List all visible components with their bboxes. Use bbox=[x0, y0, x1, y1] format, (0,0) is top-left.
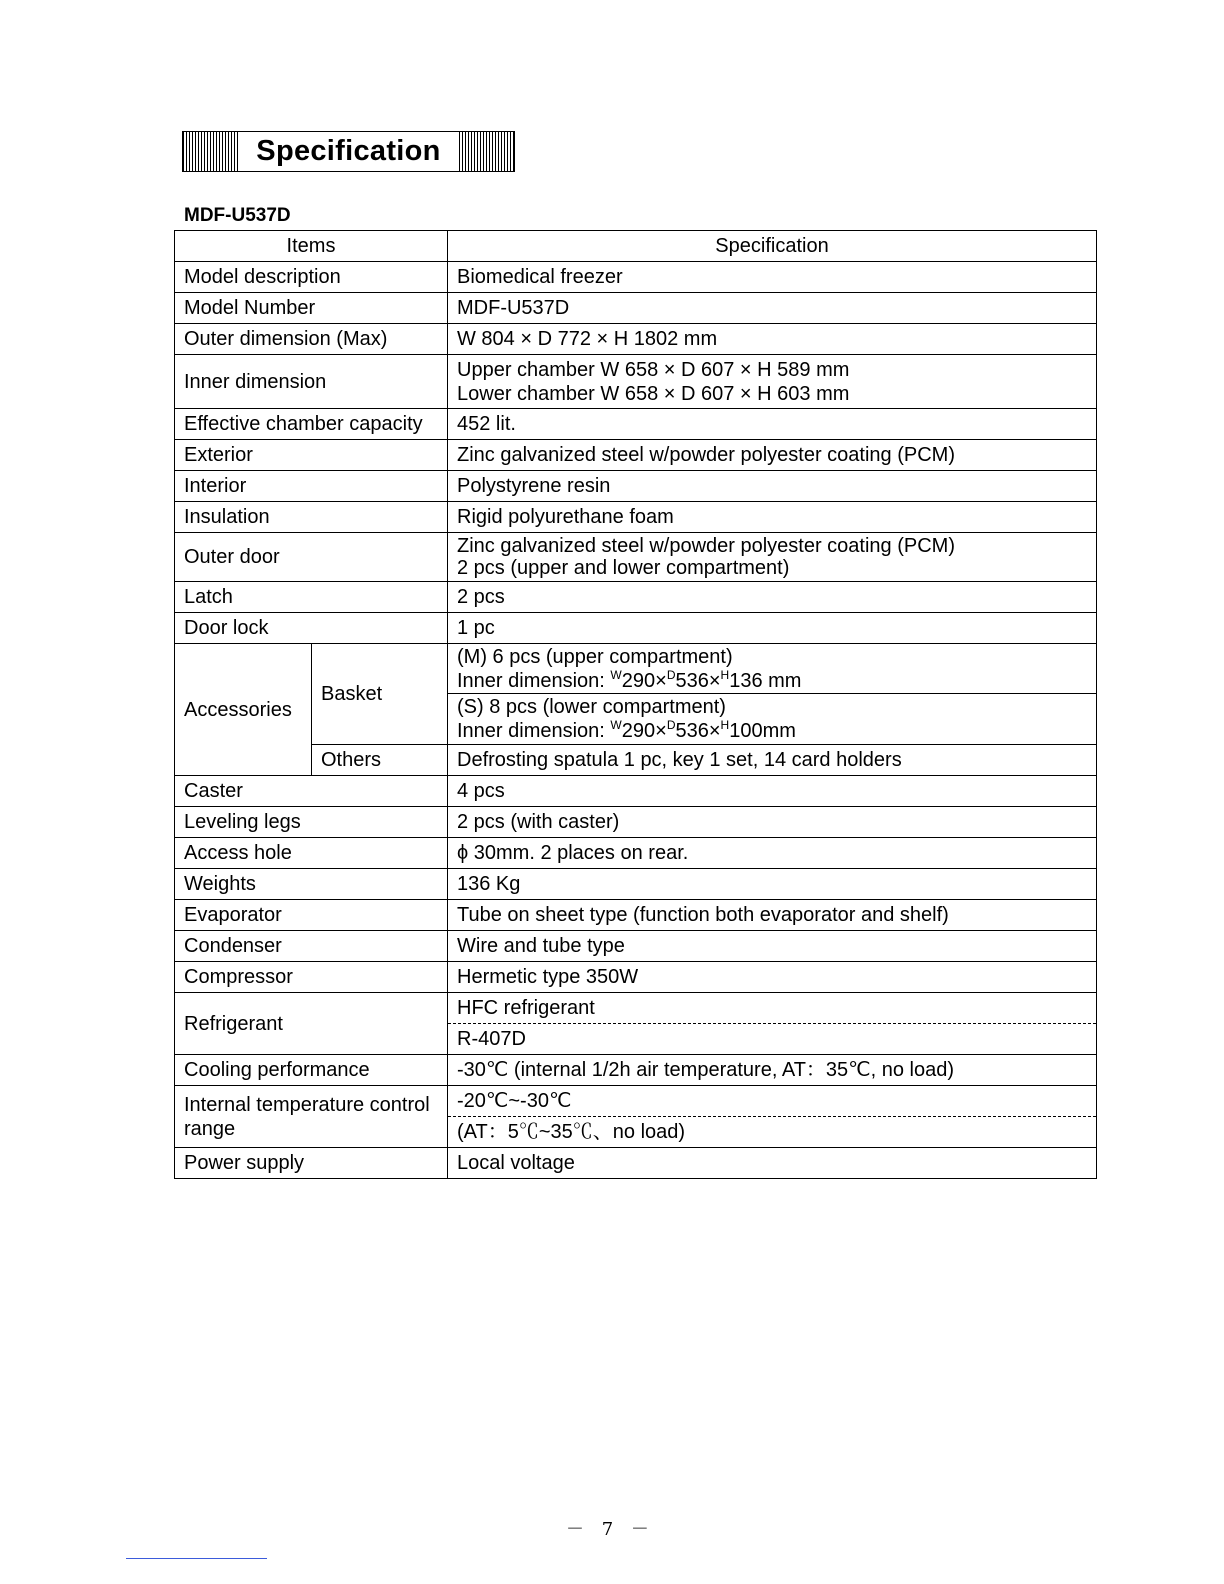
table-row bbox=[175, 324, 1097, 355]
table-row bbox=[175, 1055, 1097, 1086]
row-value: Rigid polyurethane foam bbox=[448, 502, 1097, 533]
others-label: Others bbox=[312, 745, 448, 776]
row-label: Interior bbox=[175, 471, 448, 502]
refrigerant-line2: R-407D bbox=[448, 1024, 1097, 1055]
times-sign: × bbox=[655, 669, 667, 692]
row-label: Insulation bbox=[175, 502, 448, 533]
row-value: Tube on sheet type (function both evaporator and shelf) bbox=[448, 900, 1097, 931]
basket-s-value bbox=[448, 694, 1097, 745]
height-sup: H bbox=[720, 667, 730, 682]
table-row bbox=[175, 502, 1097, 533]
table-row bbox=[175, 582, 1097, 613]
basket-label: Basket bbox=[312, 644, 448, 745]
row-label: Internal temperature control range bbox=[175, 1086, 448, 1148]
depth-sup: D bbox=[666, 667, 676, 682]
temp-range-line2: (AT：5℃~35℃、no load) bbox=[448, 1117, 1097, 1148]
table-row bbox=[175, 471, 1097, 502]
page-number: － 7 － bbox=[566, 1519, 655, 1540]
section-title-box bbox=[182, 131, 515, 172]
row-label: Latch bbox=[175, 582, 448, 613]
row-value: -30℃ (internal 1/2h air temperature, AT：35℃, no load) bbox=[448, 1055, 1097, 1086]
row-value: 2 pcs (with caster) bbox=[448, 807, 1097, 838]
basket-m-depth: 536 bbox=[675, 669, 709, 692]
row-value bbox=[448, 355, 1097, 409]
row-label: Outer dimension (Max) bbox=[175, 324, 448, 355]
spec-table bbox=[174, 230, 1097, 1179]
barcode-decoration-right bbox=[459, 132, 514, 171]
row-value: Biomedical freezer bbox=[448, 262, 1097, 293]
barcode-decoration-left bbox=[183, 132, 238, 171]
table-row bbox=[175, 807, 1097, 838]
width-sup: W bbox=[610, 718, 622, 732]
temp-range-line1: -20℃~-30℃ bbox=[448, 1086, 1097, 1117]
table-row bbox=[175, 993, 1097, 1024]
section-title: Specification bbox=[256, 135, 441, 167]
footer-rule bbox=[126, 1558, 267, 1559]
row-label: Exterior bbox=[175, 440, 448, 471]
row-label: Effective chamber capacity bbox=[175, 409, 448, 440]
row-value: Polystyrene resin bbox=[448, 471, 1097, 502]
table-row bbox=[175, 776, 1097, 807]
row-value: Zinc galvanized steel w/powder polyester coating (PCM) bbox=[448, 440, 1097, 471]
header-spec: Specification bbox=[448, 231, 1097, 262]
row-value: Wire and tube type bbox=[448, 931, 1097, 962]
row-label: Weights bbox=[175, 869, 448, 900]
table-row bbox=[175, 900, 1097, 931]
table-row bbox=[175, 262, 1097, 293]
depth-sup: D bbox=[666, 718, 676, 732]
row-value: 4 pcs bbox=[448, 776, 1097, 807]
row-label: Evaporator bbox=[175, 900, 448, 931]
row-label: Compressor bbox=[175, 962, 448, 993]
width-sup: W bbox=[610, 667, 622, 682]
basket-s-depth: 536 bbox=[675, 720, 709, 742]
row-label: Model description bbox=[175, 262, 448, 293]
row-label: Inner dimension bbox=[175, 355, 448, 409]
row-label: Access hole bbox=[175, 838, 448, 869]
row-label: Cooling performance bbox=[175, 1055, 448, 1086]
row-value: ϕ 30mm. 2 places on rear. bbox=[448, 838, 1097, 869]
table-row bbox=[175, 644, 1097, 694]
row-value: 452 lit. bbox=[448, 409, 1097, 440]
row-label: Leveling legs bbox=[175, 807, 448, 838]
height-sup: H bbox=[720, 718, 730, 732]
row-value: Local voltage bbox=[448, 1148, 1097, 1179]
row-value: Hermetic type 350W bbox=[448, 962, 1097, 993]
basket-m-line2 bbox=[457, 669, 1087, 693]
basket-s-line1: (S) 8 pcs (lower compartment) bbox=[457, 696, 726, 718]
row-label: Caster bbox=[175, 776, 448, 807]
inner-dimension-lower: Lower chamber W 658 × D 607 × H 603 mm bbox=[457, 382, 850, 405]
basket-m-width: 290 bbox=[621, 669, 656, 692]
table-row bbox=[175, 931, 1097, 962]
row-label: Door lock bbox=[175, 613, 448, 644]
times-sign: × bbox=[708, 720, 721, 742]
table-row bbox=[175, 355, 1097, 409]
basket-s-width: 290 bbox=[621, 720, 656, 742]
row-value: W 804 × D 772 × H 1802 mm bbox=[448, 324, 1097, 355]
basket-s-line2 bbox=[457, 719, 1087, 743]
table-row bbox=[175, 1148, 1097, 1179]
outer-door-line1: Zinc galvanized steel w/powder polyester coating (PCM) bbox=[457, 535, 955, 557]
refrigerant-line1: HFC refrigerant bbox=[448, 993, 1097, 1024]
basket-s-prefix: Inner dimension: bbox=[457, 720, 611, 742]
row-label: Condenser bbox=[175, 931, 448, 962]
table-row bbox=[175, 869, 1097, 900]
basket-s-height: 100mm bbox=[729, 720, 796, 742]
table-header-row bbox=[175, 231, 1097, 262]
row-label: Refrigerant bbox=[175, 993, 448, 1055]
header-items: Items bbox=[175, 231, 448, 262]
outer-door-line2: 2 pcs (upper and lower compartment) bbox=[457, 557, 790, 579]
table-row bbox=[175, 838, 1097, 869]
table-row bbox=[175, 293, 1097, 324]
row-label: Outer door bbox=[175, 533, 448, 582]
inner-dimension-upper: Upper chamber W 658 × D 607 × H 589 mm bbox=[457, 358, 850, 381]
basket-m-line1: (M) 6 pcs (upper compartment) bbox=[457, 645, 733, 668]
table-row bbox=[175, 409, 1097, 440]
row-value: 2 pcs bbox=[448, 582, 1097, 613]
row-value: MDF-U537D bbox=[448, 293, 1097, 324]
basket-m-prefix: Inner dimension: bbox=[457, 669, 611, 692]
basket-m-height: 136 mm bbox=[729, 669, 802, 692]
model-label: MDF-U537D bbox=[184, 205, 291, 226]
row-label: Power supply bbox=[175, 1148, 448, 1179]
basket-m-value bbox=[448, 644, 1097, 694]
row-value: 136 Kg bbox=[448, 869, 1097, 900]
table-row bbox=[175, 1086, 1097, 1117]
times-sign: × bbox=[708, 669, 721, 692]
table-row bbox=[175, 962, 1097, 993]
row-value bbox=[448, 533, 1097, 582]
table-row bbox=[175, 440, 1097, 471]
row-value: 1 pc bbox=[448, 613, 1097, 644]
times-sign: × bbox=[655, 720, 667, 742]
others-value: Defrosting spatula 1 pc, key 1 set, 14 card holders bbox=[448, 745, 1097, 776]
accessories-label: Accessories bbox=[175, 644, 312, 776]
row-label: Model Number bbox=[175, 293, 448, 324]
table-row bbox=[175, 613, 1097, 644]
table-row bbox=[175, 745, 1097, 776]
table-row bbox=[175, 533, 1097, 582]
